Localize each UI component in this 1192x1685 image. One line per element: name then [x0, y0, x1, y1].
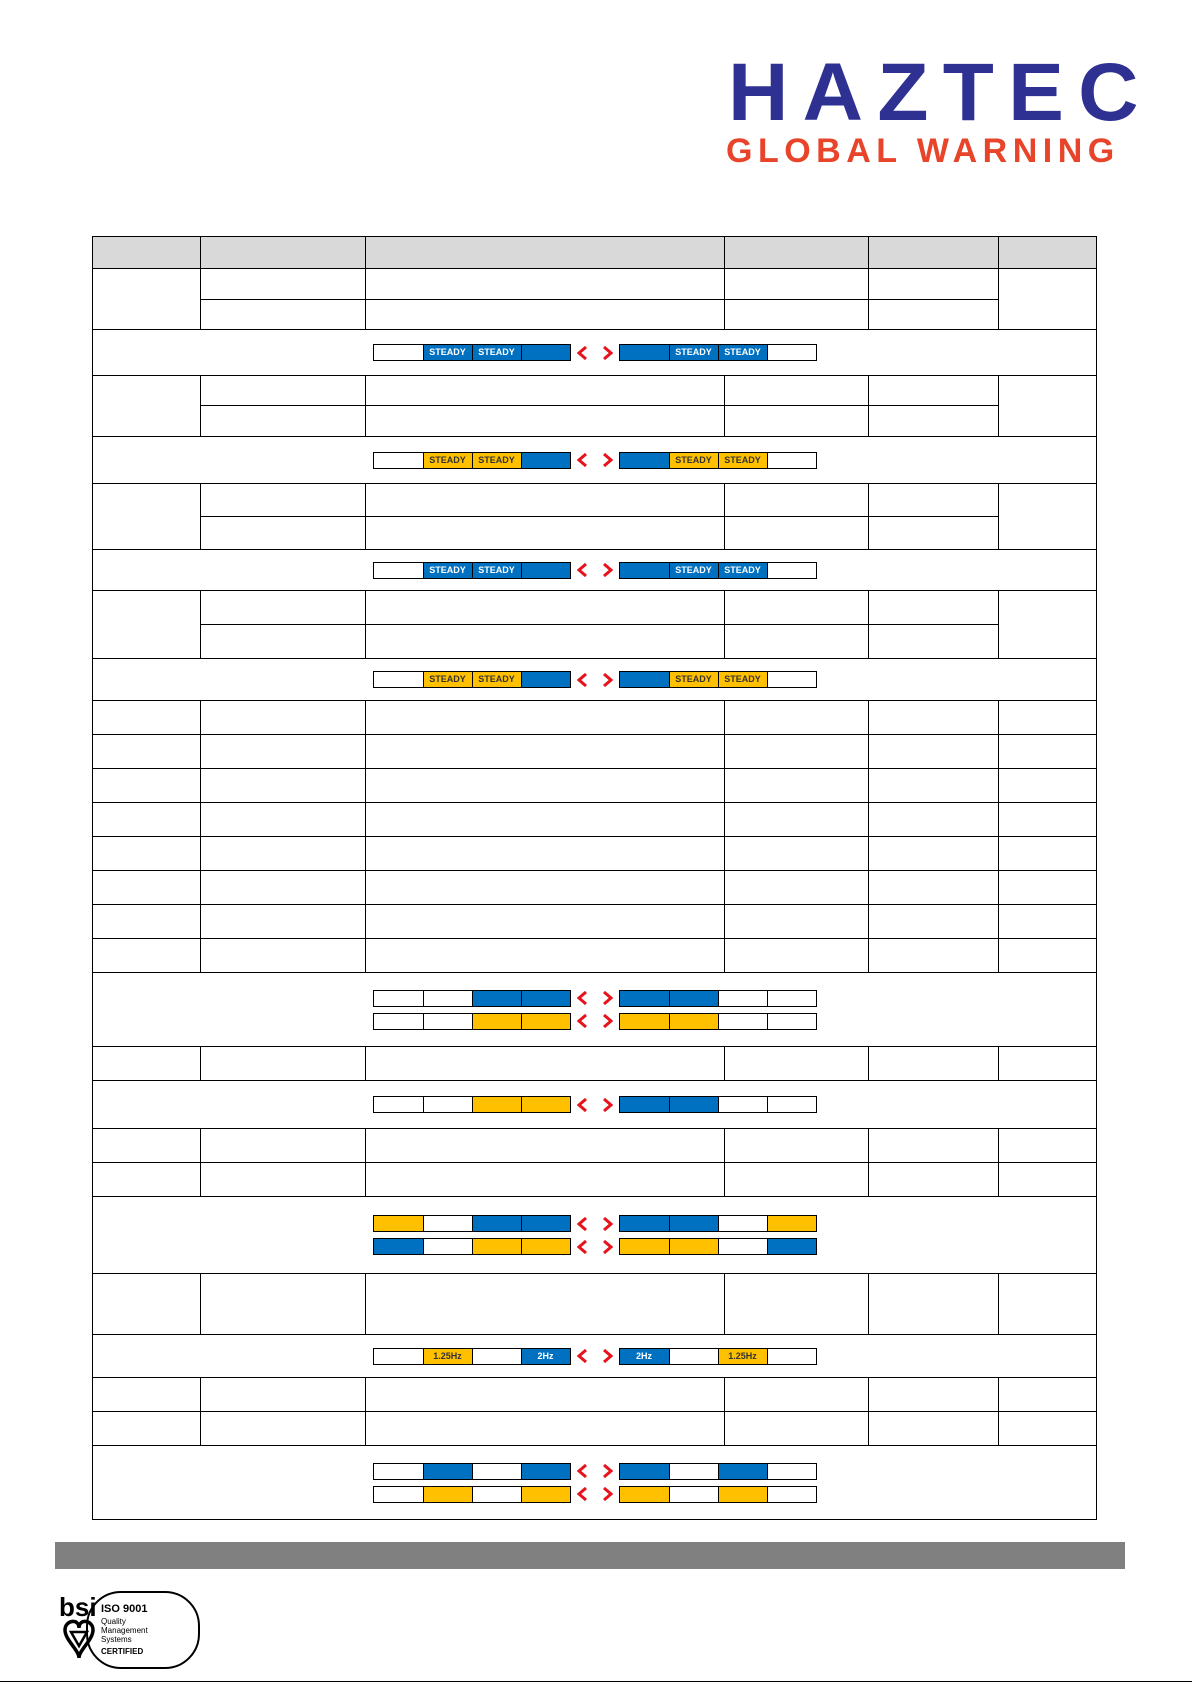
table-row: [93, 803, 1097, 837]
flash-strip: [373, 562, 817, 579]
light-segment-white: [374, 991, 423, 1006]
light-segment-blue: [521, 1216, 570, 1231]
light-segment-white: [423, 1239, 472, 1254]
pattern-cell: [93, 973, 1097, 1047]
alternating-arrow-icon: [571, 1349, 619, 1363]
segment-label: STEADY: [478, 564, 515, 575]
light-segment-blue: [669, 1097, 718, 1112]
segment-label: STEADY: [478, 674, 515, 684]
pattern-p9: [93, 1460, 1096, 1506]
light-segment-white: [767, 672, 816, 687]
light-segment-blue: [718, 563, 767, 578]
lightbar-left: [373, 1013, 571, 1030]
segment-label: 2Hz: [537, 1350, 554, 1361]
light-segment-amber: [669, 1014, 718, 1029]
segment-label: STEADY: [478, 454, 515, 465]
flash-strip: [373, 1486, 817, 1503]
lightbar-right: [619, 990, 817, 1007]
light-segment-amber: [620, 1014, 669, 1029]
segment-label: 1.25Hz: [433, 1350, 462, 1361]
segment-label: STEADY: [429, 347, 466, 357]
flash-strip: [373, 344, 817, 361]
light-segment-blue: [620, 453, 669, 468]
light-segment-white: [374, 1097, 423, 1112]
light-segment-white: [718, 991, 767, 1006]
light-segment-amber: [669, 1239, 718, 1254]
light-segment-white: [718, 1216, 767, 1231]
svg-text:ISO 9001: ISO 9001: [101, 1603, 148, 1615]
table-row: [93, 701, 1097, 735]
bsi-kitemark-icon: [55, 1582, 205, 1674]
light-segment-blue: [620, 1097, 669, 1112]
light-segment-white: [767, 1097, 816, 1112]
segment-label: STEADY: [724, 347, 761, 357]
light-segment-blue: [767, 1239, 816, 1254]
segment-label: STEADY: [675, 674, 712, 684]
header-cell: [725, 237, 869, 269]
pattern-row: [93, 1197, 1097, 1274]
light-segment-white: [767, 453, 816, 468]
light-segment-amber: [423, 1487, 472, 1502]
light-segment-white: [767, 563, 816, 578]
lightbar-right: [619, 671, 817, 688]
flash-strip: [373, 1463, 817, 1480]
light-segment-amber: [472, 1097, 521, 1112]
segment-label: STEADY: [429, 674, 466, 684]
light-segment-amber: [620, 1239, 669, 1254]
haztec-logo: [720, 47, 1153, 172]
pattern-row: [93, 1081, 1097, 1129]
light-segment-amber: [423, 453, 472, 468]
light-segment-blue: [669, 345, 718, 360]
pattern-cell: [93, 437, 1097, 484]
svg-text:bsi: bsi: [59, 1592, 97, 1622]
light-segment-amber: [767, 1216, 816, 1231]
light-segment-amber: [472, 1014, 521, 1029]
header-cell: [366, 237, 725, 269]
alternating-arrow-icon: [571, 991, 619, 1005]
lightbar-left: [373, 1238, 571, 1255]
light-segment-white: [767, 345, 816, 360]
light-segment-blue: [669, 1216, 718, 1231]
lightbar-left: [373, 1215, 571, 1232]
table-row: [93, 837, 1097, 871]
table-row: [93, 300, 1097, 330]
segment-label: STEADY: [675, 454, 712, 465]
light-segment-blue: [521, 345, 570, 360]
pattern-row: [93, 1335, 1097, 1378]
lightbar-left: [373, 344, 571, 361]
light-segment-amber: [423, 672, 472, 687]
alternating-arrow-icon: [571, 1487, 619, 1501]
light-segment-white: [374, 1349, 423, 1364]
lightbar-right: [619, 1013, 817, 1030]
pattern-p3: [93, 559, 1096, 582]
light-segment-amber: [718, 453, 767, 468]
bsi-iso9001-certification: [55, 1582, 205, 1674]
light-segment-blue: [472, 991, 521, 1006]
light-segment-white: [423, 1216, 472, 1231]
light-segment-white: [767, 1464, 816, 1479]
lightbar-left: [373, 1463, 571, 1480]
light-segment-white: [767, 1349, 816, 1364]
lightbar-left: [373, 1486, 571, 1503]
light-segment-white: [767, 991, 816, 1006]
light-segment-white: [718, 1014, 767, 1029]
segment-label: STEADY: [429, 564, 466, 575]
pattern-row: [93, 973, 1097, 1047]
light-segment-white: [374, 1014, 423, 1029]
flash-strip: [373, 990, 817, 1007]
light-segment-blue: [472, 345, 521, 360]
lightbar-left: [373, 1096, 571, 1113]
segment-label: STEADY: [724, 454, 761, 465]
light-segment-amber: [718, 1349, 767, 1364]
header-cell: [201, 237, 366, 269]
alternating-arrow-icon: [571, 1098, 619, 1112]
flash-strip: [373, 1215, 817, 1232]
lightbar-right: [619, 1463, 817, 1480]
light-segment-white: [374, 345, 423, 360]
header-cell: [93, 237, 201, 269]
alternating-arrow-icon: [571, 453, 619, 467]
table-row: [93, 769, 1097, 803]
logo-wordmark: HAZTEC: [728, 47, 1153, 138]
light-segment-white: [374, 563, 423, 578]
table-row: [93, 871, 1097, 905]
pattern-cell: [93, 1335, 1097, 1378]
pattern-p6: [93, 1093, 1096, 1116]
light-segment-amber: [374, 1216, 423, 1231]
alternating-arrow-icon: [571, 673, 619, 687]
light-segment-white: [472, 1487, 521, 1502]
pattern-p4: [93, 668, 1096, 691]
light-segment-blue: [669, 563, 718, 578]
light-segment-amber: [472, 672, 521, 687]
table-row: [93, 1412, 1097, 1446]
pattern-row: [93, 550, 1097, 591]
pattern-cell: [93, 659, 1097, 701]
svg-text:Management: Management: [101, 1626, 148, 1635]
segment-label: STEADY: [478, 347, 515, 357]
pattern-p8: [93, 1345, 1096, 1368]
pattern-row: [93, 1446, 1097, 1520]
light-segment-white: [767, 1487, 816, 1502]
light-segment-amber: [620, 1487, 669, 1502]
table-row: [93, 1163, 1097, 1197]
light-segment-blue: [521, 1464, 570, 1479]
light-segment-blue: [620, 563, 669, 578]
pattern-cell: [93, 1446, 1097, 1520]
light-segment-blue: [620, 672, 669, 687]
pattern-cell: [93, 330, 1097, 376]
segment-label: 1.25Hz: [728, 1350, 757, 1361]
alternating-arrow-icon: [571, 1014, 619, 1028]
light-segment-blue: [423, 563, 472, 578]
light-segment-white: [423, 1097, 472, 1112]
table-header-row: [93, 237, 1097, 269]
lightbar-right: [619, 1348, 817, 1365]
light-segment-amber: [521, 1239, 570, 1254]
alternating-arrow-icon: [571, 1464, 619, 1478]
light-segment-blue: [521, 672, 570, 687]
light-segment-white: [669, 1464, 718, 1479]
lightbar-left: [373, 671, 571, 688]
light-segment-blue: [521, 991, 570, 1006]
svg-text:CERTIFIED: CERTIFIED: [101, 1647, 144, 1656]
pattern-row: [93, 659, 1097, 701]
page-bottom-rule: [0, 1681, 1192, 1682]
light-segment-amber: [472, 453, 521, 468]
table-row: [93, 1047, 1097, 1081]
flash-strip: [373, 1096, 817, 1113]
flash-strip: [373, 671, 817, 688]
table-row: [93, 376, 1097, 406]
segment-label: STEADY: [675, 564, 712, 575]
alternating-arrow-icon: [571, 1240, 619, 1254]
lightbar-right: [619, 344, 817, 361]
pattern-row: [93, 330, 1097, 376]
light-segment-white: [472, 1464, 521, 1479]
lightbar-right: [619, 1215, 817, 1232]
light-segment-amber: [521, 1487, 570, 1502]
pattern-cell: [93, 1081, 1097, 1129]
light-segment-blue: [423, 345, 472, 360]
footer-bar: [55, 1542, 1125, 1569]
light-segment-blue: [521, 563, 570, 578]
table-row: [93, 591, 1097, 625]
lightbar-left: [373, 990, 571, 1007]
logo-tagline: GLOBAL WARNING: [726, 132, 1120, 170]
table-row: [93, 939, 1097, 973]
pattern-p1: [93, 341, 1096, 364]
light-segment-amber: [472, 1239, 521, 1254]
lightbar-right: [619, 562, 817, 579]
lightbar-right: [619, 1238, 817, 1255]
light-segment-amber: [423, 1349, 472, 1364]
table-row: [93, 517, 1097, 550]
pattern-p5: [93, 987, 1096, 1033]
svg-text:Systems: Systems: [101, 1635, 132, 1644]
light-segment-amber: [669, 672, 718, 687]
light-segment-white: [423, 1014, 472, 1029]
lightbar-left: [373, 562, 571, 579]
header-cell: [869, 237, 999, 269]
flash-strip: [373, 1013, 817, 1030]
light-segment-white: [374, 672, 423, 687]
table-row: [93, 269, 1097, 300]
flash-strip: [373, 1348, 817, 1365]
header-cell: [999, 237, 1097, 269]
segment-label: STEADY: [724, 674, 761, 684]
light-segment-white: [718, 1239, 767, 1254]
lightbar-right: [619, 1486, 817, 1503]
light-segment-white: [374, 1464, 423, 1479]
light-segment-white: [472, 1349, 521, 1364]
lightbar-right: [619, 1096, 817, 1113]
alternating-arrow-icon: [571, 563, 619, 577]
table-row: [93, 1129, 1097, 1163]
pattern-row: [93, 437, 1097, 484]
light-segment-white: [718, 1097, 767, 1112]
table-row: [93, 484, 1097, 517]
alternating-arrow-icon: [571, 346, 619, 360]
light-segment-white: [669, 1349, 718, 1364]
light-segment-blue: [669, 991, 718, 1006]
light-segment-blue: [620, 1349, 669, 1364]
segment-label: STEADY: [724, 564, 761, 575]
table-row: [93, 1378, 1097, 1412]
table-row: [93, 406, 1097, 437]
light-segment-blue: [374, 1239, 423, 1254]
table-row: [93, 1274, 1097, 1335]
light-segment-white: [423, 991, 472, 1006]
light-segment-blue: [718, 1464, 767, 1479]
light-segment-blue: [521, 453, 570, 468]
lightbar-left: [373, 452, 571, 469]
lightbar-left: [373, 1348, 571, 1365]
segment-label: STEADY: [675, 347, 712, 357]
pattern-cell: [93, 1197, 1097, 1274]
flash-pattern-table: [92, 236, 1097, 1520]
light-segment-white: [374, 453, 423, 468]
svg-text:Quality: Quality: [101, 1617, 126, 1626]
segment-label: 2Hz: [635, 1350, 652, 1361]
table-row: [93, 735, 1097, 769]
flash-strip: [373, 452, 817, 469]
flash-strip: [373, 1238, 817, 1255]
light-segment-amber: [521, 1097, 570, 1112]
light-segment-blue: [472, 1216, 521, 1231]
light-segment-blue: [718, 345, 767, 360]
pattern-p7: [93, 1212, 1096, 1258]
pattern-cell: [93, 550, 1097, 591]
light-segment-white: [767, 1014, 816, 1029]
light-segment-blue: [620, 1464, 669, 1479]
light-segment-amber: [718, 1487, 767, 1502]
light-segment-blue: [620, 345, 669, 360]
table-row: [93, 625, 1097, 659]
light-segment-blue: [521, 1349, 570, 1364]
light-segment-amber: [669, 453, 718, 468]
lightbar-right: [619, 452, 817, 469]
light-segment-blue: [620, 991, 669, 1006]
light-segment-amber: [718, 672, 767, 687]
table-row: [93, 905, 1097, 939]
light-segment-white: [669, 1487, 718, 1502]
light-segment-white: [374, 1487, 423, 1502]
light-segment-blue: [620, 1216, 669, 1231]
light-segment-blue: [423, 1464, 472, 1479]
pattern-p2: [93, 449, 1096, 472]
alternating-arrow-icon: [571, 1217, 619, 1231]
light-segment-blue: [472, 563, 521, 578]
segment-label: STEADY: [429, 454, 466, 465]
light-segment-amber: [521, 1014, 570, 1029]
